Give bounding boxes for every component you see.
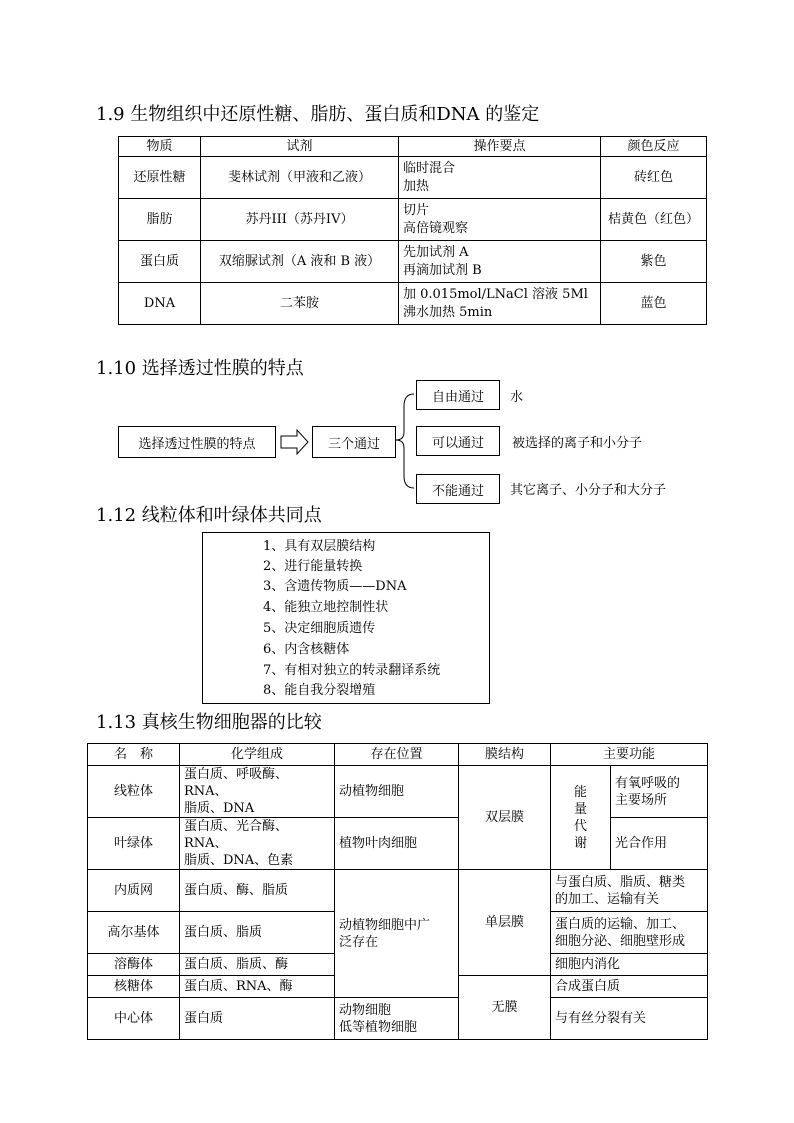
cell-substance: DNA [119, 283, 201, 325]
line: 脂质、DNA [184, 801, 255, 816]
char: 量 [573, 801, 587, 817]
cell-name: 叶绿体 [88, 818, 180, 870]
step: 沸水加热 5min [403, 304, 493, 320]
header-function: 主要功能 [551, 744, 708, 766]
cell-composition: 蛋白质、RNA、酶 [180, 976, 335, 998]
cell-substance: 还原性糖 [119, 157, 201, 199]
cell-steps [399, 199, 601, 241]
cell-reagent: 双缩脲试剂（A 液和 B 液） [201, 241, 399, 283]
list-item: 7、有相对独立的转录翻译系统 [263, 663, 441, 678]
cell-name: 高尔基体 [88, 912, 180, 954]
list-item: 2、进行能量转换 [263, 559, 363, 574]
list-item: 4、能独立地控制性状 [263, 600, 389, 615]
cell-reagent: 二苯胺 [201, 283, 399, 325]
cell-composition [180, 766, 335, 818]
identification-table [118, 136, 707, 325]
header-name: 名 称 [88, 744, 180, 766]
table-row [119, 157, 707, 199]
table-row [88, 870, 708, 912]
cell-name: 核糖体 [88, 976, 180, 998]
char: 谢 [573, 835, 587, 851]
line: 脂质、DNA、色素 [184, 853, 294, 868]
line: 主要场所 [615, 792, 668, 808]
step: 加热 [403, 178, 430, 194]
cell-function: 光合作用 [611, 818, 708, 870]
arrow-right-icon [280, 428, 310, 456]
line: 蛋白质、光合酶、RNA、 [184, 819, 289, 851]
header-color: 颜色反应 [601, 137, 707, 157]
cell-function [551, 912, 708, 954]
list-item: 1、具有双层膜结构 [263, 539, 376, 554]
table-row [119, 241, 707, 283]
cell-location: 动植物细胞 [335, 766, 459, 818]
line: 动植物细胞中广 [339, 917, 431, 933]
header-composition: 化学组成 [180, 744, 335, 766]
brace-icon [394, 392, 418, 490]
cell-name: 内质网 [88, 870, 180, 912]
cell-function: 细胞内消化 [551, 954, 708, 976]
header-location: 存在位置 [335, 744, 459, 766]
step: 加 0.015mol/LNaCl 溶液 5Ml [403, 286, 588, 302]
cell-steps [399, 283, 601, 325]
line: 蛋白质、呼吸酶、RNA、 [184, 767, 289, 799]
cell-no-membrane: 无膜 [459, 976, 551, 1040]
cell-name: 线粒体 [88, 766, 180, 818]
cell-color: 紫色 [601, 241, 707, 283]
step: 再滴加试剂 B [403, 262, 482, 278]
cell-substance: 脂肪 [119, 199, 201, 241]
organelle-table [87, 743, 708, 1040]
cell-double-membrane: 双层膜 [459, 766, 551, 870]
line: 动物细胞 [339, 1002, 392, 1018]
line: 低等植物细胞 [339, 1019, 418, 1035]
table-row [88, 818, 708, 870]
cell-composition: 蛋白质 [180, 998, 335, 1040]
cell-color: 桔黄色（红色） [601, 199, 707, 241]
cell-energy [551, 766, 611, 870]
branch-box-can: 可以通过 [416, 426, 500, 456]
cell-substance: 蛋白质 [119, 241, 201, 283]
cell-wide-location [335, 870, 459, 998]
list-item: 8、能自我分裂增殖 [263, 683, 376, 698]
cell-function [551, 870, 708, 912]
cell-composition: 蛋白质、脂质 [180, 912, 335, 954]
line: 的加工、运输有关 [555, 891, 660, 907]
cell-steps [399, 157, 601, 199]
step: 先加试剂 A [403, 244, 469, 260]
char: 代 [573, 818, 587, 834]
header-steps: 操作要点 [399, 137, 601, 157]
heading-1-9: 1.9 生物组织中还原性糖、脂肪、蛋白质和DNA 的鉴定 [96, 104, 540, 125]
cell-reagent: 斐林试剂（甲液和乙液） [201, 157, 399, 199]
heading-1-13: 1.13 真核生物细胞器的比较 [96, 712, 322, 733]
branch-desc-free: 水 [510, 390, 524, 405]
cell-composition [180, 818, 335, 870]
list-item: 6、内含核糖体 [263, 642, 350, 657]
cell-function: 与有丝分裂有关 [551, 998, 708, 1040]
step: 临时混合 [403, 160, 456, 176]
cell-function [611, 766, 708, 818]
list-item: 5、决定细胞质遗传 [263, 621, 376, 636]
header-substance: 物质 [119, 137, 201, 157]
branch-desc-cannot: 其它离子、小分子和大分子 [510, 483, 667, 498]
cell-steps [399, 241, 601, 283]
char: 能 [573, 784, 587, 800]
cell-name: 溶酶体 [88, 954, 180, 976]
step: 切片 [403, 202, 430, 218]
cell-color: 砖红色 [601, 157, 707, 199]
header-reagent: 试剂 [201, 137, 399, 157]
branch-desc-can: 被选择的离子和小分子 [512, 436, 643, 451]
list-item: 3、含遗传物质——DNA [263, 579, 407, 594]
line: 蛋白质的运输、加工、 [555, 916, 686, 932]
table-row [119, 199, 707, 241]
table-row [119, 283, 707, 325]
cell-function: 合成蛋白质 [551, 976, 708, 998]
branch-box-free: 自由通过 [416, 380, 500, 410]
cell-location: 植物叶肉细胞 [335, 818, 459, 870]
common-points-box [202, 532, 490, 704]
line: 细胞分泌、细胞壁形成 [555, 933, 686, 949]
step: 高倍镜观察 [403, 220, 469, 236]
line: 有氧呼吸的 [615, 775, 681, 791]
heading-1-10: 1.10 选择透过性膜的特点 [96, 358, 304, 379]
cell-composition: 蛋白质、酶、脂质 [180, 870, 335, 912]
cell-location [335, 998, 459, 1040]
cell-name: 中心体 [88, 998, 180, 1040]
cell-single-membrane: 单层膜 [459, 870, 551, 976]
line: 与蛋白质、脂质、糖类 [555, 874, 686, 890]
heading-1-12: 1.12 线粒体和叶绿体共同点 [96, 505, 322, 526]
middle-box: 三个通过 [312, 426, 396, 458]
line: 泛存在 [339, 934, 379, 950]
root-box: 选择透过性膜的特点 [118, 426, 276, 458]
table-row [88, 766, 708, 818]
header-membrane: 膜结构 [459, 744, 551, 766]
cell-composition: 蛋白质、脂质、酶 [180, 954, 335, 976]
table-row [88, 998, 708, 1040]
cell-color: 蓝色 [601, 283, 707, 325]
cell-reagent: 苏丹III（苏丹IV） [201, 199, 399, 241]
branch-box-cannot: 不能通过 [416, 474, 500, 504]
